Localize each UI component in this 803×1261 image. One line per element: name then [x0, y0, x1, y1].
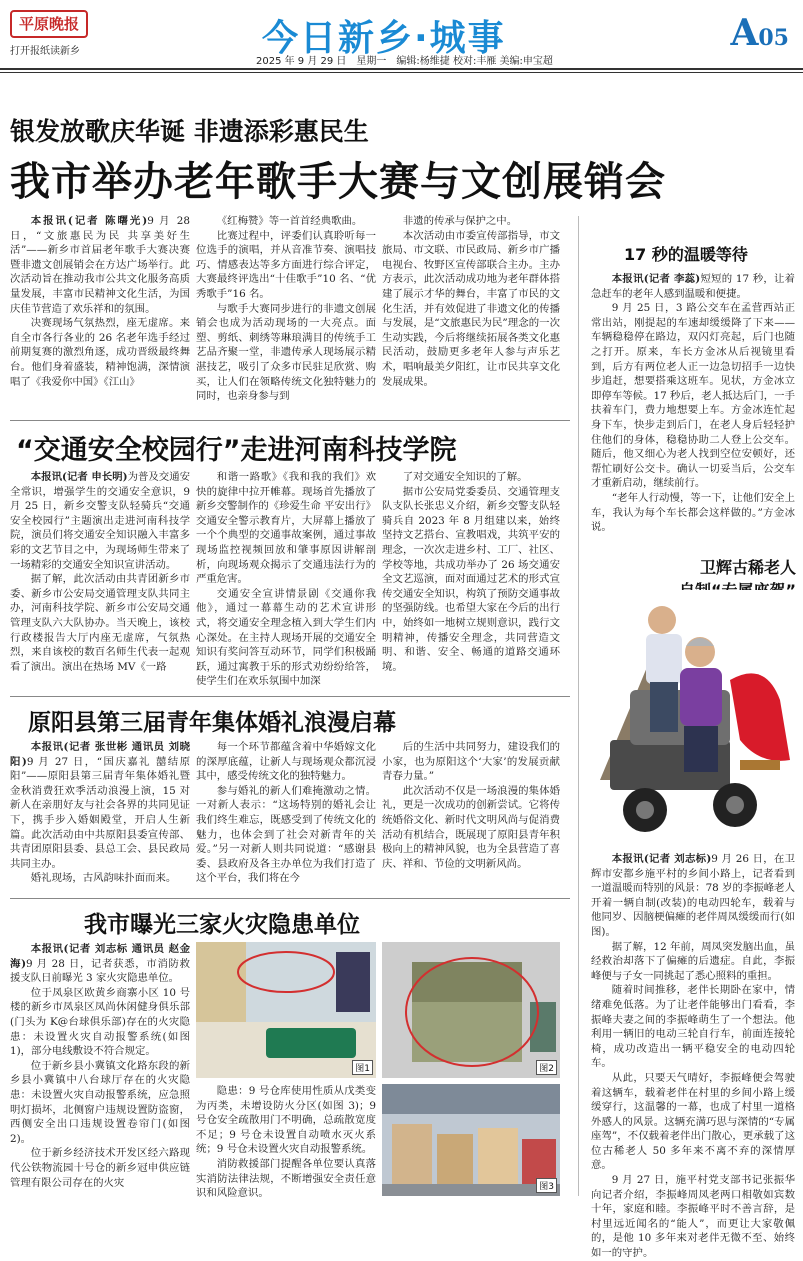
paragraph-text: 《红梅赞》等一首首经典歌曲。 — [216, 215, 363, 227]
article-paragraph — [591, 301, 795, 491]
article-paragraph — [382, 740, 560, 784]
story-two-column-1 — [10, 470, 190, 690]
photo-story-headline-line: 卫辉古稀老人 — [699, 558, 796, 577]
paragraph-text: 位于凤泉区欧黄乡商寨小区 10 号楼的新乡市凤泉区凤尚休闲健身俱乐部(门头为 K@台球俱乐部)存在的火灾隐患：未设置火灾自动报警系统(如图1)，部分电线敷设不符合规定。 — [10, 986, 190, 1058]
article-paragraph — [382, 485, 560, 675]
story-four-headline: 我市曝光三家火灾隐患单位 — [84, 912, 360, 938]
article-paragraph — [591, 852, 795, 940]
paragraph-text: 位于新乡县小冀镇文化路东段的新乡县小冀镇中八台球厅存在的火灾隐患：未设置火灾自动报警系统，应急照明灯损坏，北侧窗户违规设置防盗窗，西侧安全出口违规设置卷帘门(如图2)。 — [10, 1059, 190, 1145]
paragraph-text: 此次活动不仅是一场浪漫的集体婚礼，更是一次成功的创新尝试。它将传统婚俗文化、新时代文明风尚与促消费活动有机结合，既展现了原阳县青年积极向上的精神风貌，也为全县营造了喜庆、祥和、节俭的文明新风尚。 — [382, 784, 560, 870]
paragraph-text: 为普及交通安全常识，增强学生的交通安全意识，9 月 25 日，新乡交警支队轻骑兵“交通安全校园行”主题演出走进河南科技学院，演员们将交通安全知识融入丰富多彩的文艺节目之中，为现场师生带来了一场精彩的交通安全知识宣讲活动。 — [10, 471, 190, 571]
masthead-rule — [0, 68, 803, 70]
masthead-rule-thin — [0, 72, 803, 73]
paragraph-text: “老年人行动慢，等一下，让他们安全上车，我认为每个车长都会这样做的。”方金冰说。 — [591, 491, 795, 534]
paragraph-text: 决赛现场气氛热烈，座无虚席。来自全市各行各业的 26 名老年选手经过前期复赛的激烈角逐，成功晋级最终舞台。他们身着盛装，精神饱满，深情演唱了《我爱你中国》《江山》 — [10, 317, 190, 388]
story-three-column-3 — [382, 740, 560, 894]
byline: 本报讯(记者 陈曙光) — [30, 215, 148, 227]
byline: 本报讯(记者 李蕊) — [611, 273, 701, 285]
article-paragraph — [196, 214, 376, 229]
article-paragraph — [196, 740, 376, 784]
paragraph-text: 每一个环节都蕴含着中华婚嫁文化的深厚底蕴，让新人与现场观众都沉浸其中，感受传统文化的独特魅力。 — [196, 741, 376, 783]
article-paragraph — [591, 272, 795, 301]
paragraph-text: 9 月 27 日，施平村党支部书记张振华向记者介绍，李振峰周凤老两口相敬如宾数十年，家庭和睦。李振峰平时不善言辞，是村里远近闻名的“能人”，而更让大家敬佩的，是他 10 多年来对老伴无微不至、始终如一的守护。 — [591, 1174, 795, 1260]
paragraph-text: 了对交通安全知识的了解。 — [402, 471, 528, 483]
paragraph-text: 隐患：9 号仓库使用性质从戊类变为丙类，未增设防火分区(如图 3)；9 号仓安全疏散用门不明确，总疏散宽度不足；9 号仓未设置自动喷水灭火系统；9 号仓未设置火灾自动报警系统。 — [196, 1085, 376, 1156]
divider — [10, 420, 570, 421]
story-three-column-1 — [10, 740, 190, 894]
article-paragraph — [196, 229, 376, 302]
article-paragraph — [591, 491, 795, 535]
article-paragraph — [382, 214, 560, 229]
article-paragraph — [10, 1059, 190, 1147]
article-paragraph — [591, 940, 795, 984]
article-paragraph — [382, 784, 560, 872]
warehouse-illustration — [382, 1084, 560, 1196]
masthead — [0, 0, 803, 70]
story-three-headline: 原阳县第三届青年集体婚礼浪漫启幕 — [28, 710, 396, 736]
article-paragraph — [196, 784, 376, 886]
paragraph-text: 随着时间推移，老伴长期卧在家中，情绪难免低落。为了让老伴能够出门看看，李振峰夫妻之间的李振峰萌生了一个想法。他利用一辆旧的电动三轮自行车，前面连接轮椅，成功改造出一辆平稳安全的电动四轮车。 — [591, 984, 795, 1070]
lead-column-3 — [382, 214, 560, 420]
page-number — [730, 12, 789, 54]
paragraph-text: 与歌手大赛同步进行的非遗文创展销会也成为活动现场的一大亮点。面塑、剪纸、刺绣等琳琅满目的传统手工艺品齐聚一堂，非遗传承人现场展示精湛技艺，吸引了众多市民驻足欣赏、购买，让人们在领略传统文化独特魅力的同时，也亲身参与到 — [196, 302, 376, 403]
paragraph-text: 据了解，此次活动由共青团新乡市委、新乡市公安局交通管理支队共同主办，河南科技学院、新乡市公安局交通管理支队六大队协办。当天晚上，该校行政楼报告大厅内座无虚席，气氛热烈，来自该校的数百名师生代表一起观看了演出。演出在热场 MV《一路 — [10, 573, 190, 673]
column-divider — [578, 216, 579, 1196]
lead-kicker: 银发放歌庆华诞 非遗添彩惠民生 — [10, 117, 369, 146]
paragraph-text: 9 月 28 日，“文旅惠民为民 共享美好生活”——新乡市首届老年歌手大赛决赛暨非遗文创展销会在方达广场举行。此次活动旨在推动我市公共文化服务高质量发展，丰富市民精神文化生活，为国庆佳节营造了欢乐祥和的氛围。 — [10, 215, 190, 315]
divider — [10, 696, 570, 697]
story-three-column-2 — [196, 740, 376, 894]
paragraph-text: 位于新乡经济技术开发区经六路现代公铁物流园十号仓的新乡冠申供应链管理有限公司存在的火灾 — [10, 1147, 190, 1189]
lead-column-2 — [196, 214, 376, 420]
paragraph-text: 消防救援部门提醒各单位要认真落实消防法律法规，不断增强安全责任意识和风险意识。 — [196, 1157, 376, 1200]
sidebar-body — [591, 272, 796, 534]
article-paragraph — [10, 470, 190, 572]
page-digits: 05 — [758, 25, 789, 51]
billiard-room-illustration — [196, 942, 376, 1078]
paragraph-text: 比赛过程中，评委们认真聆听每一位选手的演唱，并从音准节奏、演唱技巧、情感表达等多方面进行综合评定，大赛最终评选出“十佳歌手”10 名、“优秀歌手”16 名。 — [196, 229, 376, 300]
article-paragraph — [196, 587, 376, 689]
paragraph-text: 9 月 27 日，“国庆嘉礼 囍结原阳”——原阳县第三届青年集体婚礼暨金秋消费狂欢季活动浪漫上演，15 对新人在亲朋好友与社会各界的共同见证下，携手步入婚姻殿堂，开启人生新篇。此次活动由中共原阳县委宣传部、共青团原阳县委、县总工会、县民政局共同主办。 — [10, 755, 191, 870]
article-paragraph — [196, 302, 376, 404]
dateline: 2025 年 9 月 29 日 星期一 编辑:杨维捷 校对:丰雁 美编:申宝超 — [256, 56, 553, 67]
newspaper-logo: 平原晚报 — [10, 10, 88, 38]
sidebar-headline: 17 秒的温暖等待 — [624, 245, 748, 264]
paragraph-text: 参与婚礼的新人们难掩激动之情。一对新人表示：“这场特别的婚礼会让我们终生难忘，既感受到了传统文化的魅力，也体会到了社会对新青年的关爱。”另一对新人则共同说道：“感谢县委、县政府及各主办单位为我们打造了这个平台，我们将在今 — [196, 784, 376, 885]
elderly-couple-illustration — [590, 590, 800, 840]
paragraph-text: 后的生活中共同努力，建设我们的小家，也为原阳这个‘大家’的发展贡献青春力量。” — [382, 741, 560, 783]
article-paragraph — [10, 214, 190, 316]
fire-hazard-photo-3 — [382, 1084, 560, 1196]
story-four-column-2 — [196, 1084, 376, 1200]
story-four-column-1 — [10, 942, 190, 1196]
page-letter: A — [730, 12, 759, 54]
section-title: 今日新乡·城事 — [262, 18, 506, 59]
byline: 本报讯(记者 申长明) — [30, 471, 128, 483]
article-paragraph — [196, 470, 376, 587]
paragraph-text: 9 月 26 日，在卫辉市安都乡施平村的乡间小路上，记者看到一道温暖而特别的风景：78 岁的李振峰老人开着一辆自制(改装)的电动四轮车，载着与他同岁、因脑梗偏瘫的老伴周凤缓缓而行(如图)。 — [591, 853, 796, 938]
article-paragraph — [10, 942, 190, 986]
paragraph-text: 据市公安局党委委员、交通管理支队支队长张忠义介绍，新乡交警支队轻骑兵自 2023 年 8 月组建以来，始终坚持文艺搭台、宣教唱戏，共筑平安的理念，一次次走进乡村、工厂、社区、学校等地，共成功举办了 26 场交通安全文艺巡演，面对面通过艺术的形式宣传交通安全知识，构筑了预防交通事故的坚强防线。也希望大家在今后的出行中，始终如一地树立规则意识，践行文明精神，传播安全理念，共同营造文明、和谐、安全、畅通的道路交通环境。 — [382, 485, 560, 673]
article-paragraph — [382, 470, 560, 485]
article-paragraph — [196, 1084, 376, 1157]
article-paragraph — [10, 986, 190, 1059]
byline: 本报讯(记者 张世彬 通讯员 刘晓阳) — [10, 741, 190, 768]
article-paragraph — [10, 1146, 190, 1190]
byline: 本报讯(记者 刘志标 通讯员 赵金海) — [10, 943, 190, 970]
lead-column-1 — [10, 214, 190, 420]
byline: 本报讯(记者 刘志标) — [611, 853, 712, 865]
article-paragraph — [382, 229, 560, 390]
photo-label-2: 图2 — [536, 1060, 557, 1075]
paragraph-text: 本次活动由市委宣传部指导，市文旅局、市文联、市民政局、新乡市广播电视台、牧野区宣传部联合主办。主办方表示，此次活动成功地为老年群体搭建了展示才华的舞台，丰富了市民的文化生活，并有效促进了非遗文化的传播与发展，是“文旅惠民为民”理念的一次生动实践，今后将继续拓展各类文化惠民活动，鼓励更多老年人参与声乐艺术，唱响最美夕阳红，让市民共享文化发展成果。 — [382, 229, 560, 388]
fire-hazard-photo-2 — [382, 942, 560, 1078]
story-two-headline: “交通安全校园行”走进河南科技学院 — [16, 435, 457, 466]
lead-headline: 我市举办老年歌手大赛与文创展销会 — [10, 159, 666, 205]
paragraph-text: 短短的 17 秒，让着急赶车的老年人感到温暖和便捷。 — [591, 273, 796, 300]
article-paragraph — [591, 1071, 795, 1173]
elderly-couple-photo — [590, 590, 800, 840]
paragraph-text: 交通安全宣讲情景剧《交通你我他》，通过一幕幕生动的艺术宣讲形式，将交通安全理念植入到大学生们内心深处。在主持人现场开展的交通安全知识有奖问答互动环节，同学们积极踊跃，通过寓教于乐的形式劝纷纷给答，使学生们在欢乐氛围中加深 — [196, 587, 376, 688]
story-two-column-3 — [382, 470, 560, 690]
paragraph-text: 和谐一路歌》《我和我的我们》欢快的旋律中拉开帷幕。现场首先播放了新乡交警制作的《珍爱生命 平安出行》交通安全警示教育片，大屏幕上播放了一个个典型的交通事故案例，通过事故现场监控视频回放和肇事原因讲解剖析，向现场观众揭示了交通违法行为的严重危害。 — [196, 471, 376, 586]
photo-label-3: 图3 — [536, 1178, 557, 1193]
paragraph-text: 9 月 25 日，3 路公交车在孟营西站正常出站，刚提起的车速却缓缓降了下来——车辆稳稳停在路边，双闪灯亮起，后门也随之打开。原来，车长方金冰从后视镜里看到，后方有两位老人正一边急切招手一边快步追赶，想要搭乘这班车。见状，方金冰立即停车等候。17 秒后，老人抵达后门，一手扶着车门，费力地想要上车。方金冰连忙起身下车，快步走到后门，在老人身后轻轻护住他们的身体，稳稳协助二人登上公交车。随后，他又细心为老人找到空位安顿好，还帮忙刷好公交卡。确认一切妥当后，公交车才重新启动，继续前行。 — [591, 302, 795, 490]
fire-hazard-photo-1 — [196, 942, 376, 1078]
article-paragraph — [196, 1157, 376, 1201]
paragraph-text: 9 月 28 日，记者获悉，市消防救援支队日前曝光 3 家火灾隐患单位。 — [10, 957, 190, 985]
article-paragraph — [10, 316, 190, 389]
article-paragraph — [591, 1173, 795, 1261]
story-two-column-2 — [196, 470, 376, 690]
paragraph-text: 从此，只要天气晴好，李振峰便会驾驶着这辆车，载着老伴在村里的乡间小路上缓缓穿行，这温馨的一幕，也成了村里一道格外感人的风景。这辆充满巧思与深情的“专属座驾”，不仅载着老伴出门散心，更承载了这位古稀老人 50 多年来不离不弃的深情厚意。 — [591, 1071, 795, 1172]
photo-story-body — [591, 852, 796, 1260]
paragraph-text: 非遗的传承与保护之中。 — [402, 215, 518, 227]
photo-label-1: 图1 — [352, 1060, 373, 1075]
divider — [10, 898, 570, 899]
paragraph-text: 据了解，12 年前，周凤突发脑出血，虽经救治却落下了偏瘫的后遗症。自此，李振峰便与子女一同挑起了悉心照料的重担。 — [591, 940, 795, 982]
article-paragraph — [591, 983, 795, 1071]
paragraph-text: 婚礼现场，古风韵味扑面而来。 — [30, 872, 177, 885]
article-paragraph — [10, 871, 190, 886]
logo-tagline: 打开报纸读新乡 — [10, 46, 80, 57]
article-paragraph — [10, 572, 190, 674]
rolling-shutter-illustration — [382, 942, 560, 1078]
article-paragraph — [10, 740, 190, 871]
